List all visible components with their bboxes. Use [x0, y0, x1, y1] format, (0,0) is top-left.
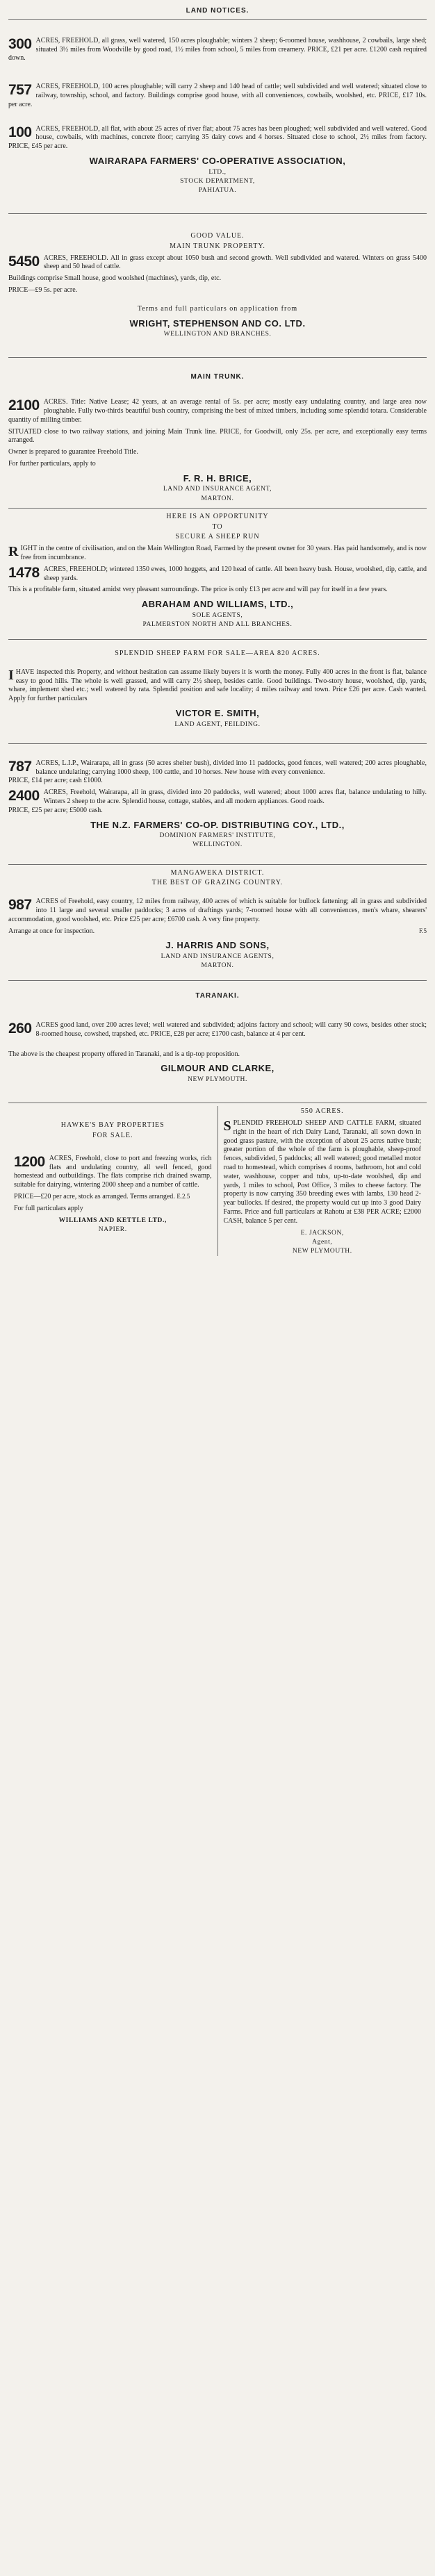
price: PRICE—£9 5s. per acre.	[8, 286, 78, 295]
agent-name: E. JACKSON,	[300, 1229, 344, 1237]
department: STOCK DEPARTMENT,	[180, 177, 255, 185]
listing-text: ACRES, Freehold, close to port and freezing works, rich flats and undulating country, all well fenced, good homestead and outbuildings. The flats comprise rich drained swamp, suitable for dairying, wintering 2000 sheep and a number of cattle.	[14, 1154, 212, 1189]
ad-hawkes-bay	[8, 1106, 218, 1256]
agent-name: GILMOUR AND CLARKE,	[161, 1063, 274, 1074]
town: PAHIATUA.	[198, 186, 237, 194]
listing-text: ACRES good land, over 200 acres level; well watered and subdivided; adjoins factory and school; will carry 90 cows, besides other stock; 8-roomed house, cowshed, trapshed, etc. PRICE, £28 per acre; £1700 cash, balance at 4 per cent.	[35, 1021, 427, 1038]
listing-text: ACRES, FREEHOLD, 100 acres ploughable; will carry 2 sheep and 140 head of cattle; well subdivided and well watered; situated close to railway, township, school, and factory. Buildings comprise good house, with all conveniences, cowbails, woolshed, etc. PRICE, £17 10s. per acre.	[8, 83, 427, 108]
ad-to: TO	[212, 522, 223, 531]
agent-location: NAPIER.	[98, 1225, 127, 1233]
agent-name: J. HARRIS AND SONS,	[165, 940, 270, 951]
terms: Terms and full particulars on application from	[137, 304, 298, 313]
acreage-number: 5450	[8, 253, 40, 270]
listing-text: ACRES, FREEHOLD; wintered 1350 ewes, 1000 hoggets, and 120 head of cattle. All been heavy bush. House, woolshed, dip, cattle, and sheep yards.	[43, 565, 427, 582]
drop-cap: S	[223, 1118, 231, 1134]
acreage-number: 100	[8, 124, 32, 140]
ad-heading: MAIN TRUNK.	[190, 373, 245, 381]
situation: SITUATED close to two railway stations, and joining Main Trunk line. PRICE, for Goodwill, only 25s. per acre, and exceptionally easy terms arranged.	[8, 427, 427, 445]
columns	[8, 1106, 427, 1256]
listing	[8, 789, 427, 815]
drop-cap: I	[8, 667, 14, 683]
agent-location: PALMERSTON NORTH AND ALL BRANCHES.	[142, 620, 293, 628]
ad-heading: TARANAKI.	[195, 992, 240, 1000]
listing-text: ACRES, L.I.P., Wairarapa, all in grass (50 acres shelter bush), divided into 11 paddocks, good fences, well watered; 200 acres ploughable, balance undulating; carrying 1000 sheep, 100 cattle, and 10 horses. New house with every convenience.	[35, 759, 427, 776]
intro	[8, 545, 427, 563]
agent-location: MARTON.	[201, 962, 234, 970]
listing-text: ACRES, FREEHOLD, all flat, with about 25 acres of river flat; about 75 acres has been ploughed; well subdivided and well watered. Good house, cowbails, with machines, concrete floor; carrying 35 dairy cows and 4 horses. Situated close to school, 2½ miles from factory. PRICE, £45 per acre.	[8, 124, 427, 151]
ad-mangaweka	[8, 865, 427, 982]
further-note: For further particulars, apply to	[8, 460, 96, 468]
ad-subheading: FOR SALE.	[92, 1132, 133, 1140]
listing-text: ACRES of Freehold, easy country, 12 miles from railway, 400 acres of which is suitable for bullock fattening; all in grass and subdivided into 11 large and several smaller paddocks; 3 acres of draftings yards; 7-roomed house with all conveniences, men's whare, shearers' accommodation, good woolshed, etc. Price £25 per acre; £6700 cash. A very fine property.	[8, 898, 427, 923]
agent-location: NEW PLYMOUTH.	[292, 1247, 352, 1255]
institute: DOMINION FARMERS' INSTITUTE,	[159, 832, 276, 840]
agent-title: LAND AGENT, FEILDING.	[174, 720, 261, 728]
agent-location: MARTON.	[201, 495, 234, 502]
listing-text: ACRES, FREEHOLD. All in grass except about 1050 bush and second growth. Well subdivided and watered. Winters on grass 5400 sheep and 50 head of cattle.	[43, 254, 427, 271]
agent-name: VICTOR E. SMITH,	[175, 708, 260, 719]
listing-text: ACRES, FREEHOLD, all grass, well watered, 150 acres ploughable; winters 2 sheep; 6-roomed house, washhouse, 2 cowbails, large shed; situated 3½ miles from Woodville by good road, 1½ miles from school, 5 miles from creamery. PRICE, £21 per acre. £1200 cash required down.	[8, 36, 427, 63]
acreage-number: 787	[8, 758, 32, 775]
ad-heading: SPLENDID SHEEP FARM FOR SALE—AREA 820 ACRES.	[115, 650, 320, 658]
ad-main-trunk	[8, 358, 427, 508]
listing	[8, 125, 427, 151]
acreage-number: 2400	[8, 788, 40, 804]
agent-name: WILLIAMS AND KETTLE LTD.,	[58, 1216, 167, 1224]
ad-opportunity	[8, 509, 427, 640]
agent-location: WELLINGTON AND BRANCHES.	[163, 331, 272, 338]
acreage-number: 300	[8, 35, 32, 52]
ad-heading: HAWKE'S BAY PROPERTIES	[60, 1121, 165, 1130]
ad-heading: GOOD VALUE.	[190, 232, 245, 240]
ad-wairarapa-farmers	[8, 1, 427, 214]
ad-good-value	[8, 214, 427, 358]
listing-price: PRICE, £14 per acre; cash £1000.	[8, 777, 103, 785]
ad-code: E.2.5	[177, 1193, 190, 1200]
listing	[8, 1021, 427, 1039]
agent-location: NEW PLYMOUTH.	[188, 1076, 247, 1084]
listing	[224, 1119, 422, 1226]
buildings: Buildings comprise Small house, good woolshed (machines), yards, dip, etc.	[8, 274, 222, 283]
town: WELLINGTON.	[192, 841, 243, 849]
acreage-number: 987	[8, 897, 32, 914]
listing	[8, 898, 427, 924]
agent-title: Agent,	[312, 1238, 333, 1246]
ad-heading: HERE IS AN OPPORTUNITY	[166, 512, 269, 520]
agent-name: WRIGHT, STEPHENSON AND CO. LTD.	[129, 317, 306, 329]
ad-heading: MANGAWEKA DISTRICT.	[170, 868, 265, 877]
listing	[8, 759, 427, 786]
acreage-number: 757	[8, 82, 32, 99]
note: The above is the cheapest property offered in Taranaki, and is a tip-top proposition.	[8, 1050, 240, 1058]
intro-text: IGHT in the centre of civilisation, and on the Main Wellington Road, Farmed by the present owner for 30 years. Has paid handsomely, and is now free from incumbrance.	[20, 545, 427, 561]
ad-heading: 550 ACRES.	[300, 1107, 344, 1116]
listing	[8, 37, 427, 63]
listing	[8, 83, 427, 109]
price: PRICE—£20 per acre, stock as arranged. Terms arranged.	[14, 1193, 175, 1200]
ad-subheading: SECURE A SHEEP RUN	[175, 533, 260, 541]
agent-title: LAND AND INSURANCE AGENT,	[163, 486, 272, 493]
ad-subheading: MAIN TRUNK PROPERTY.	[170, 242, 265, 250]
drop-cap: R	[8, 544, 19, 560]
listing	[8, 565, 427, 584]
acreage-number: 260	[8, 1021, 32, 1037]
listing-price: PRICE, £25 per acre; £5000 cash.	[8, 806, 103, 814]
ad-taranaki	[8, 981, 427, 1103]
ad-code: F.5	[418, 927, 427, 934]
arrange-text: Arrange at once for inspection.	[8, 927, 95, 935]
listing-text: ACRES. Title: Native Lease; 42 years, at an average rental of 5s. per acre; mostly easy undulating country, and large area now ploughable. Fully two-thirds beautiful bush country, comprising the best of mixed timbers, including some splendid totara. Considerable quantity of milling timber.	[8, 398, 427, 424]
company-name: WAIRARAPA FARMERS' CO-OPERATIVE ASSOCIATION,	[89, 155, 346, 166]
acreage-number: 1200	[14, 1153, 45, 1170]
section-heading: LAND NOTICES.	[186, 7, 249, 15]
ad-subheading: THE BEST OF GRAZING COUNTRY.	[151, 879, 284, 887]
arrange-note	[8, 927, 427, 936]
company-ltd: LTD.,	[208, 168, 227, 176]
ad-splendid-sheep	[8, 640, 427, 744]
agent-name: ABRAHAM AND WILLIAMS, LTD.,	[141, 599, 294, 610]
ad-splendid-freehold	[218, 1106, 427, 1256]
ad-distributing-coy	[8, 744, 427, 865]
listing	[8, 668, 427, 704]
listing-text: ACRES, Freehold, Wairarapa, all in grass, divided into 20 paddocks, well watered; about 1000 acres flat, balance undulating to hilly. Winters 2 sheep to the acre. Splendid house, cottage, stables, and all modern appliances. Good roads.	[43, 789, 427, 805]
listing-text: HAVE inspected this Property, and without hesitation can assume likely buyers it is worth the money. Fully 400 acres in the front is flat, balance easy to good hills. The whole is well grassed, and will carry 2½ sheep, besides cattle. Good buildings. Two-story house, woolshed, dip, yards, whare, implement shed etc.; well watered by rata. Splendid position and safe locality; 4 miles railway and town. Price £26 per acre. Cash wanted. Apply for further particulars	[8, 668, 427, 703]
owner-note: Owner is prepared to guarantee Freehold Title.	[8, 448, 138, 456]
agent-title: LAND AND INSURANCE AGENTS,	[161, 952, 274, 960]
acreage-number: 2100	[8, 397, 40, 414]
bottom-two-column-ads	[8, 1103, 427, 1260]
listing	[14, 1155, 212, 1190]
agent-name: F. R. H. BRICE,	[183, 472, 252, 484]
listing	[8, 398, 427, 424]
listing-text: PLENDID FREEHOLD SHEEP AND CATTLE FARM, situated right in the heart of rich Dairy Land, Taranaki, all sown down in good grass pasture, with the exception of about 25 acres native bush; greater portion of the whole of the farm is ploughable, sheep-proof fences, subdivided, 5 paddocks; all well watered; good metalled motor road to homestead, which comprises 4 rooms, bathroom, hot and cold water, washhouse, copper and tubs, up-to-date woolshed, dip and yards, 1 miles to school, Post Office, 3 miles to cheese factory. The property is now carrying 350 breeding ewes with lambs, 130 head 2-year bullocks. If desired, the property would cut up into 3 good Dairy Farms. Price and full particulars at Rahotu at £38 PER ACRE; £2000 CASH, balance 5 per cent.	[223, 1119, 421, 1225]
listing	[8, 254, 427, 272]
extra-note: This is a profitable farm, situated amidst very pleasant surroundings. The price is only £13 per acre and will pay for itself in a few years.	[8, 586, 388, 594]
price-line	[14, 1193, 212, 1202]
company-name: THE N.Z. FARMERS' CO-OP. DISTRIBUTING COY., LTD.,	[90, 819, 345, 830]
acreage-number: 1478	[8, 564, 40, 581]
agent-title: SOLE AGENTS,	[192, 611, 243, 619]
further-note: For full particulars apply	[14, 1204, 83, 1212]
